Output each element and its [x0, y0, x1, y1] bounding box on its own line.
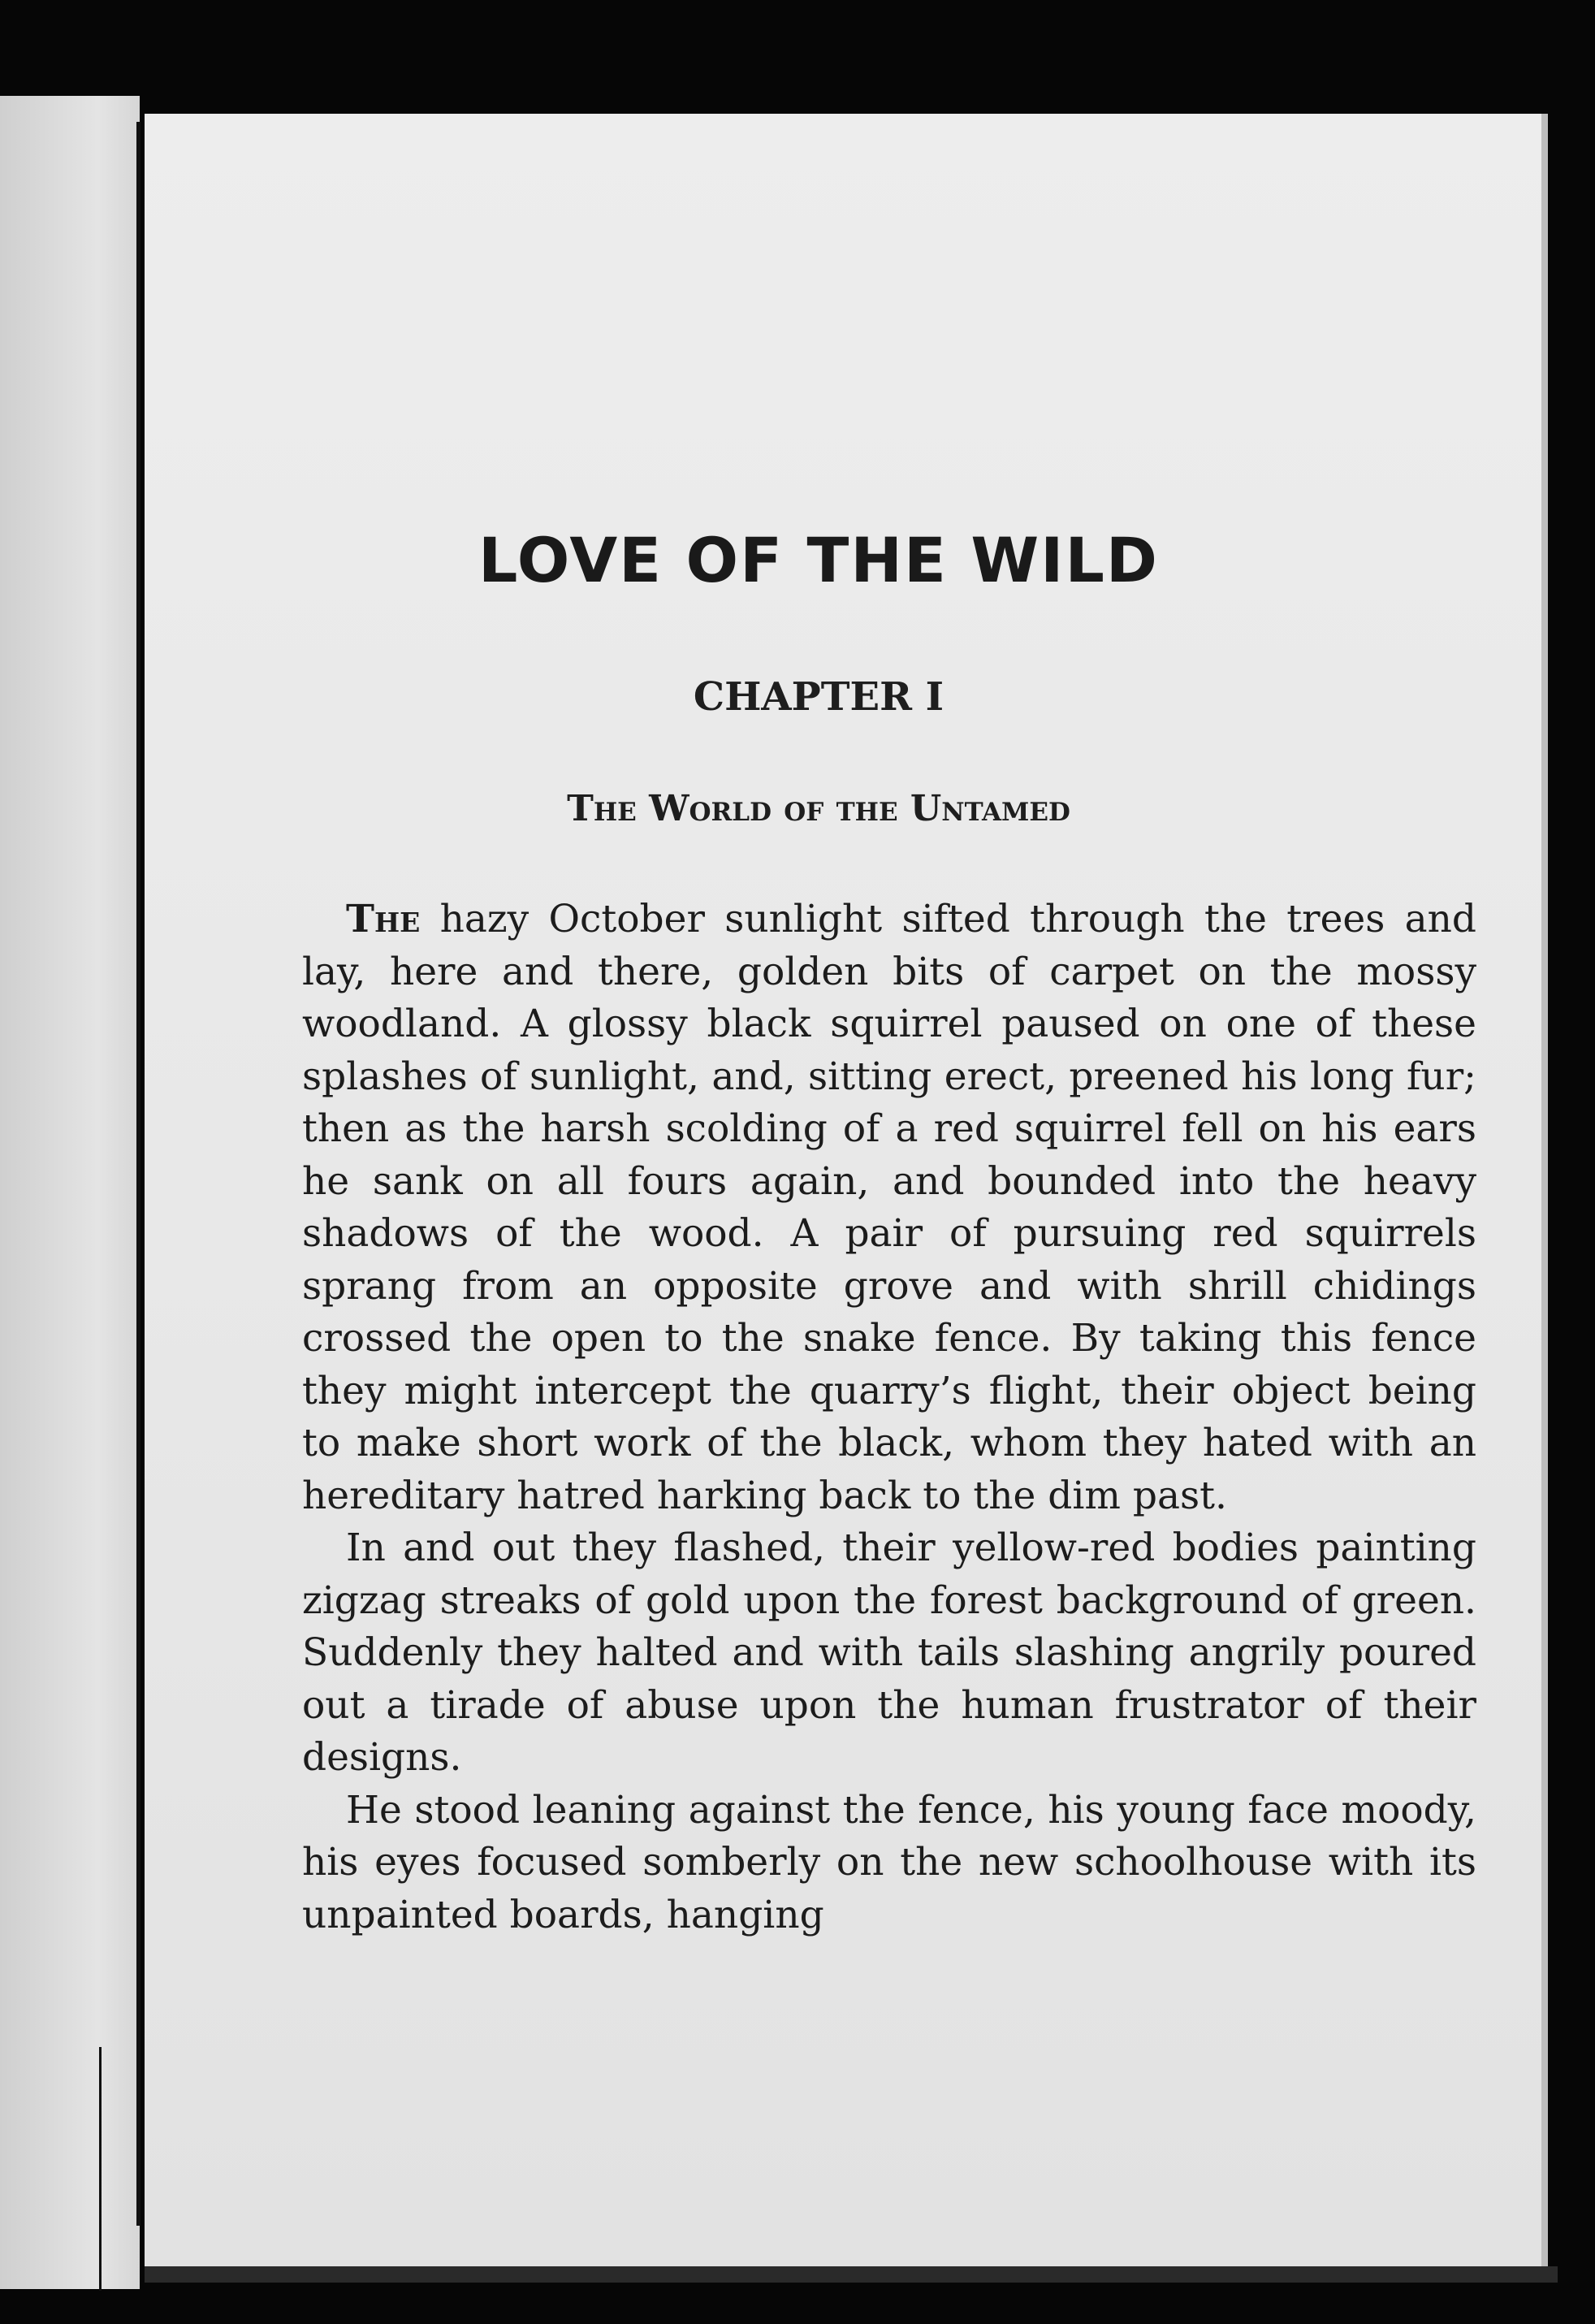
binding-gutter-line — [136, 122, 140, 2226]
page-bottom-shadow — [145, 2266, 1558, 2283]
chapter-number: CHAPTER I — [693, 674, 944, 720]
paragraph-2 — [302, 1522, 1476, 1785]
chapter-title: The World of the Untamed — [567, 788, 1070, 829]
book-title: LOVE OF THE WILD — [478, 524, 1159, 596]
paragraph-1 — [302, 894, 1476, 1522]
paragraph-text: He stood leaning against the fence, his young face moody, his eyes focused somberly on the new schoolhouse with its unpainted boards, hanging — [302, 1787, 1476, 1937]
chapter-body — [302, 894, 1476, 1941]
left-page-edge — [0, 96, 140, 2289]
paragraph-text: In and out they flashed, their yellow-red bodies painting zigzag streaks of gold upon the forest background of green. Suddenly they halted and with tails slashing angrily poured out a tirade of abuse upon the human frustrator of their designs. — [302, 1526, 1476, 1780]
book-page — [145, 114, 1548, 2266]
paragraph-3 — [302, 1785, 1476, 1942]
paragraph-text: hazy October sunlight sifted through the trees and lay, here and there, golden bits of carpet on the mossy woodland. A glossy black squirrel paused on one of these splashes of sunlight, and, sitting erect, preened his long fur; then as the harsh scolding of a red squirrel fell on his ears he sank on all fours again, and bounded into the heavy shadows of the wood. A pair of pursuing red squirrels sprang from an opposite grove and with shrill chidings crossed the open to the snake fence. By taking this fence they might intercept the quarry’s flight, their object being to make short work of the black, whom they hated with an hereditary hatred harking back to the dim past. — [302, 897, 1476, 1518]
binding-gutter-line-lower — [99, 2047, 102, 2291]
paragraph-lead-word: The — [346, 897, 421, 941]
